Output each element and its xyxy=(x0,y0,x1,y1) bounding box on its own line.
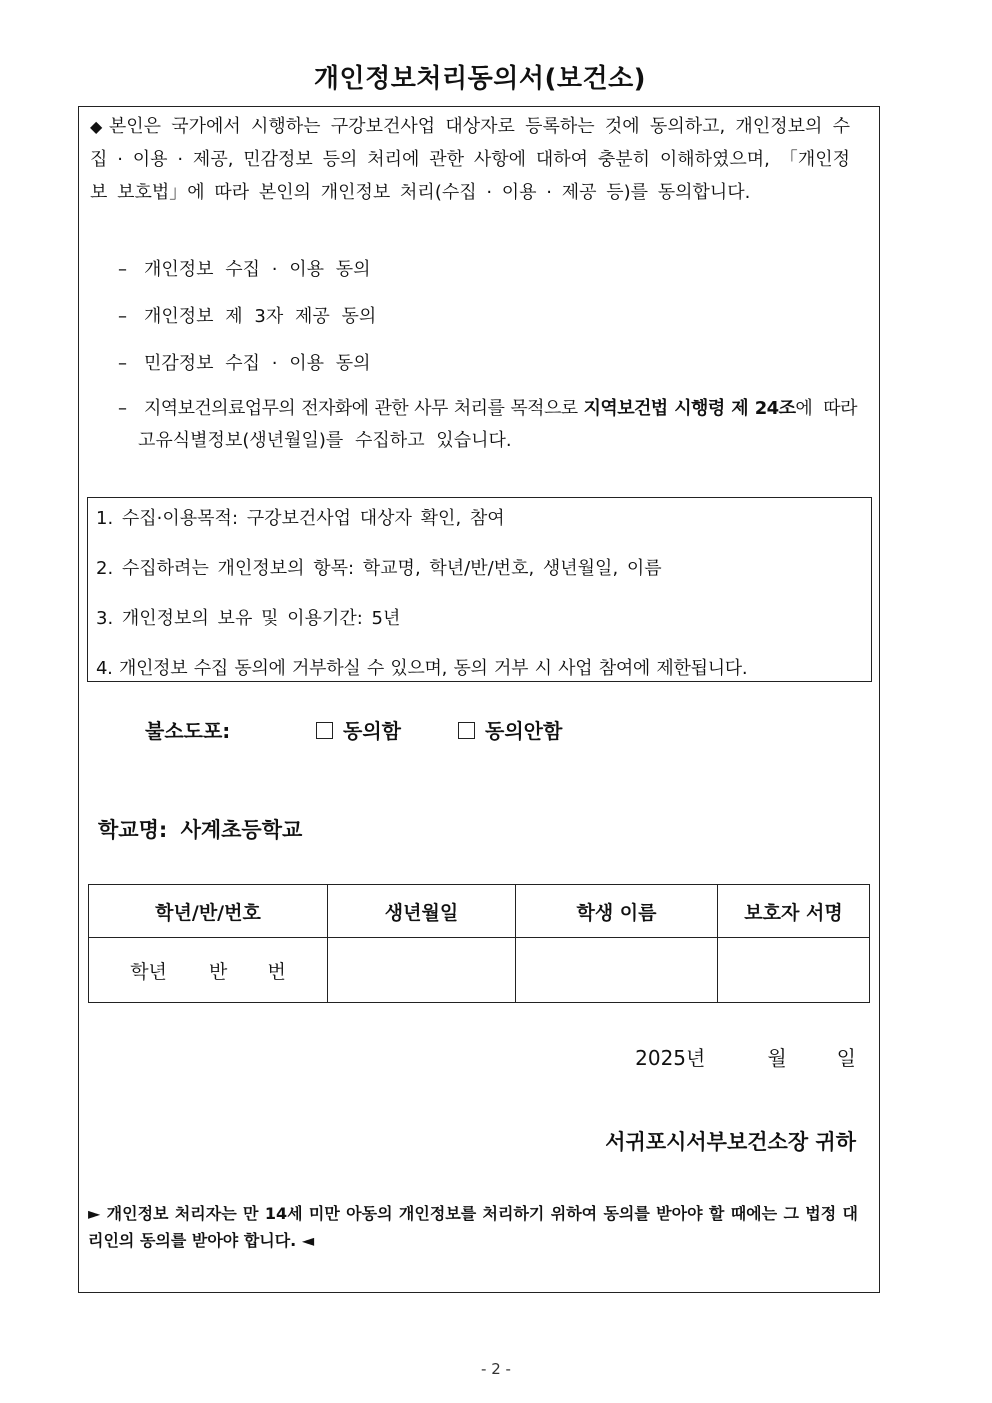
guardian-note: ► 개인정보 처리자는 만 14세 미만 아동의 개인정보를 처리하기 위하여 동의를 받아야 할 때에는 그 법정 대리인의 동의를 받아야 합니다. ◄ xyxy=(88,1204,858,1250)
info-row: 3. 개인정보의 보유 및 이용기간: 5년 xyxy=(96,608,401,629)
collection-info-box xyxy=(87,497,872,682)
dash-icon: – xyxy=(118,353,127,374)
date-line xyxy=(635,1042,856,1071)
birthdate-cell[interactable] xyxy=(328,938,516,1003)
legal-reference: 지역보건법 시행령 제 24조 xyxy=(583,398,796,419)
school-name-line xyxy=(98,814,302,844)
school-label: 학교명: xyxy=(98,818,168,842)
table-row xyxy=(89,938,870,1003)
student-name-cell[interactable] xyxy=(516,938,718,1003)
student-info-table xyxy=(88,884,870,1003)
consent-items-list xyxy=(118,252,858,457)
agree-option[interactable] xyxy=(316,715,401,744)
disagree-option[interactable] xyxy=(458,715,562,744)
intro-text: 본인은 국가에서 시행하는 구강보건사업 대상자로 등록하는 것에 동의하고, 개인정보의 수집 · 이용 · 제공, 민감정보 등의 처리에 관한 사항에 대하여 충분히 이해하였으며, 「개인정보 보호법」에 따라 본인의 개인정보 처리(수집 · 이용 · 제공 등)를 동의합니다. xyxy=(90,116,850,203)
legal-text-continued: 고유식별정보(생년월일)를 수집하고 있습니다. xyxy=(138,430,512,451)
disagree-checkbox[interactable] xyxy=(458,722,475,739)
school-name: 사계초등학교 xyxy=(180,818,303,842)
fluoride-consent-label: 불소도포: xyxy=(145,719,231,743)
recipient: 서귀포시서부보건소장 귀하 xyxy=(605,1130,856,1154)
consent-item-text: 개인정보 수집 · 이용 동의 xyxy=(144,259,371,280)
info-row: 2. 수집하려는 개인정보의 항목: 학교명, 학년/반/번호, 생년월일, 이름 xyxy=(96,558,662,579)
number-label: 번 xyxy=(267,960,286,983)
consent-item-text: 민감정보 수집 · 이용 동의 xyxy=(144,353,371,374)
document-title: 개인정보처리동의서(보건소) xyxy=(313,64,647,94)
guardian-signature-cell[interactable] xyxy=(718,938,870,1003)
diamond-bullet-icon: ◆ xyxy=(90,117,103,136)
legal-text-before: 지역보건의료업무의 전자화에 관한 사무 처리를 목적으로 xyxy=(144,398,584,419)
consent-item xyxy=(118,299,858,346)
consent-item xyxy=(118,252,858,299)
agree-label: 동의함 xyxy=(343,719,401,743)
info-row: 1. 수집·이용목적: 구강보건사업 대상자 확인, 참여 xyxy=(96,508,505,529)
dash-icon: – xyxy=(118,306,127,327)
header-birthdate: 생년월일 xyxy=(328,885,516,938)
header-guardian-signature: 보호자 서명 xyxy=(718,885,870,938)
grade-label: 학년 xyxy=(130,960,167,983)
date-month: 월 xyxy=(767,1046,787,1070)
consent-item-legal xyxy=(118,393,858,457)
info-row: 4. 개인정보 수집 동의에 거부하실 수 있으며, 동의 거부 시 사업 참여에 제한됩니다. xyxy=(96,658,748,679)
consent-item xyxy=(118,346,858,393)
date-year: 2025년 xyxy=(635,1046,706,1070)
page-number: - 2 - xyxy=(481,1360,511,1378)
date-day: 일 xyxy=(836,1046,856,1070)
legal-text-after: 에 따라 xyxy=(795,398,857,419)
table-header-row xyxy=(89,885,870,938)
dash-icon: – xyxy=(118,398,127,419)
consent-item-text: 개인정보 제 3자 제공 동의 xyxy=(144,306,377,327)
header-student-name: 학생 이름 xyxy=(516,885,718,938)
grade-class-number-cell[interactable] xyxy=(89,938,328,1003)
agree-checkbox[interactable] xyxy=(316,722,333,739)
disagree-label: 동의안함 xyxy=(485,719,563,743)
intro-paragraph xyxy=(90,110,850,209)
class-label: 반 xyxy=(209,960,228,983)
header-grade-class-number: 학년/반/번호 xyxy=(89,885,328,938)
dash-icon: – xyxy=(118,259,127,280)
